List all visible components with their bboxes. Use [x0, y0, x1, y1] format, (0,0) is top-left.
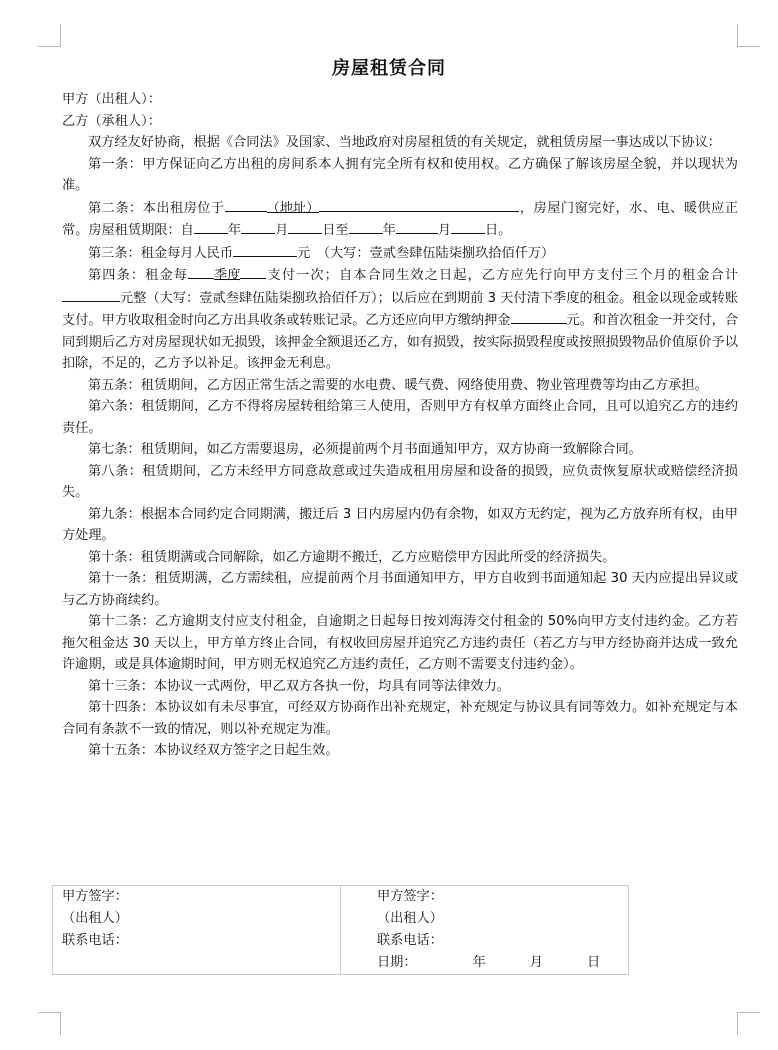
page-corner-mark-top-left: [38, 24, 61, 47]
clause-3: 第三条：租金每月人民币 元 （大写：壹贰叁肆伍陆柒捌玖拾佰仟万）: [62, 242, 738, 265]
date-label: 日期：: [377, 955, 417, 970]
clause-4: 第四条：租金每 季度 支付一次；自本合同生效之日起，乙方应先行向甲方支付三个月的租金合计元整（大写：壹贰叁肆伍陆柒捌玖拾佰仟万）；以后应在到期前 3 天付清下季度的租金。租金以现金或转账支付。甲方收取租金时向乙方出具收条或转账记录。乙方还应向甲方缴纳押金 元。和首次租金一并交付，合同到期后乙方对房屋现状如无损毁，该押金全额退还乙方，如有损毁，按实际损毁程度或按照损毁物品价值原价予以扣除，不足的，乙方予以补足。该押金无利息。: [62, 264, 738, 375]
right-sign-label: 甲方签字：: [377, 889, 443, 904]
end-month-blank: [396, 219, 438, 234]
deposit-blank: [511, 309, 567, 324]
clause-5: 第五条：租赁期间，乙方因正常生活之需要的水电费、暖气费、网络使用费、物业管理费等均由乙方承担。: [88, 377, 708, 393]
clause-9: 第九条：根据本合同约定合同期满，搬迁后 3 日内房屋内仍有余物，如双方无约定，视为乙方放弃所有权，由甲方处理。: [62, 506, 738, 543]
clause-6: 第六条：租赁期间，乙方不得将房屋转租给第三人使用，否则甲方有权单方面终止合同，且可以追究乙方的违约责任。: [62, 399, 738, 436]
clause-12: 第十二条：乙方逾期支付应支付租金，自逾期之日起每日按刘海涛交付租金的 50%向甲方支付违约金。乙方若拖欠租金达 30 天以上，甲方单方终止合同，有权收回房屋并追究乙方违约责任（若乙方与甲方经协商并达成一致允许逾期，或是具体逾期时间，甲方则无权追究乙方违约责任，乙方则不需要支付违约金）。: [62, 614, 738, 672]
address-blank-tail: [319, 197, 519, 212]
clause-1: 第一条：甲方保证向乙方出租的房间系本人拥有完全所有权和使用权。乙方确保了解该房屋全貌，并以现状为准。: [62, 156, 738, 193]
clause-10: 第十条：租赁期满或合同解除，如乙方逾期不搬迁，乙方应赔偿甲方因此所受的经济损失。: [88, 549, 616, 565]
right-role: （出租人）: [377, 911, 443, 926]
clause-2: 第二条：本出租房位于 （地址） ，房屋门窗完好，水、电、暖供应正常。房屋租赁期限：自 年 月 日至 年 月 日。: [62, 197, 738, 242]
clause-15: 第十五条：本协议经双方签字之日起生效。: [88, 743, 339, 758]
preamble: 双方经友好协商，根据《合同法》及国家、当地政府对房屋租赁的有关规定，就租赁房屋一事达成以下协议：: [88, 135, 721, 150]
clause-8: 第八条：租赁期间，乙方未经甲方同意故意或过失造成租用房屋和设备的损毁，应负责恢复原状或赔偿经济损失。: [62, 463, 738, 500]
date-month: 月: [529, 955, 543, 970]
left-sign-label: 甲方签字：: [62, 889, 128, 904]
contract-body: [62, 89, 738, 762]
page-corner-mark-bottom-right: [737, 1012, 760, 1035]
start-year-blank: [194, 219, 228, 234]
signature-table: [52, 885, 629, 975]
address-blank: [225, 197, 267, 212]
right-phone-label: 联系电话：: [377, 933, 443, 948]
date-year: 年: [472, 955, 486, 970]
clause-7: 第七条：租赁期间，如乙方需要退房，必须提前两个月书面通知甲方，双方协商一致解除合同。: [88, 442, 642, 457]
start-month-blank: [241, 219, 275, 234]
left-phone-label: 联系电话：: [62, 933, 128, 948]
page-corner-mark-top-right: [737, 24, 760, 47]
document-title: 房屋租赁合同: [332, 58, 446, 79]
page-corner-mark-bottom-left: [38, 1012, 61, 1035]
signature-divider: [340, 886, 341, 974]
date-day: 日: [586, 955, 601, 970]
party-a-line: 甲方（出租人）：: [62, 92, 161, 107]
clause-11: 第十一条：租赁期满，乙方需续租，应提前两个月书面通知甲方，甲方自收到书面通知起 30 天内应提出异议或与乙方协商续约。: [62, 571, 738, 608]
monthly-rent-blank: [233, 242, 297, 257]
end-year-blank: [349, 219, 383, 234]
left-role: （出租人）: [62, 911, 128, 926]
pay-period-quarter: 季度: [214, 265, 240, 280]
pay-period-blank: [188, 264, 214, 279]
signature-left-column: [62, 886, 128, 952]
start-day-blank: [288, 219, 322, 234]
address-placeholder: （地址）: [267, 198, 320, 213]
pay-period-blank-tail: [240, 264, 266, 279]
date-line: [377, 952, 600, 974]
three-month-total-blank: [62, 287, 120, 302]
signature-right-column: [377, 886, 600, 974]
end-day-blank: [451, 219, 485, 234]
clause-13: 第十三条：本协议一式两份，甲乙双方各执一份，均具有同等法律效力。: [88, 678, 510, 694]
clause-14: 第十四条：本协议如有未尽事宜，可经双方协商作出补充规定，补充规定与协议具有同等效力。如补充规定与本合同有条款不一致的情况，则以补充规定为准。: [62, 700, 738, 737]
party-b-line: 乙方（承租人）：: [62, 113, 161, 129]
